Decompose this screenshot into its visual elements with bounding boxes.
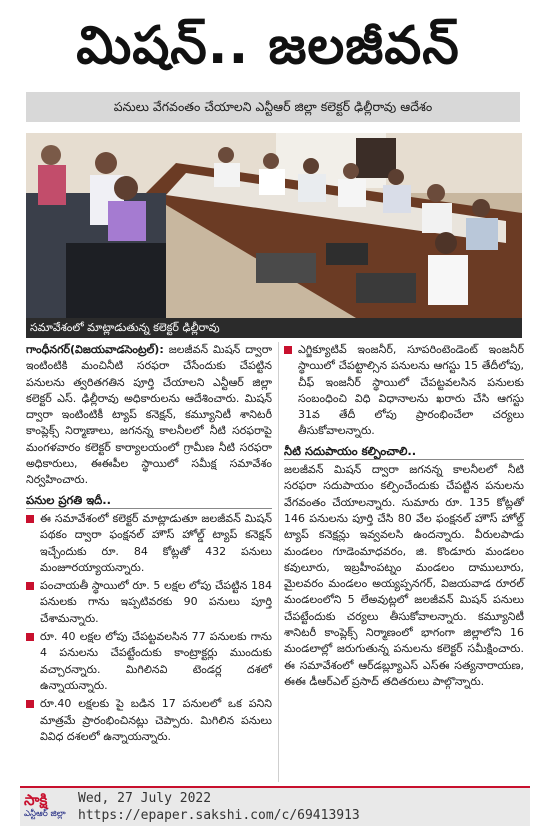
photo-caption: సమావేశంలో మాట్లాడుతున్న కలెక్టర్ ఢిల్లీరావు	[26, 318, 522, 338]
publication-date: Wed, 27 July 2022	[78, 791, 212, 806]
subheadline: పనులు వేగవంతం చేయాలని ఎన్టీఆర్ జిల్లా కలెక్టర్ ఢిల్లీరావు ఆదేశం	[26, 92, 520, 122]
epaper-link[interactable]: https://epaper.sakshi.com/c/69413913	[78, 808, 360, 823]
footer	[20, 786, 530, 826]
logo-edition: ఎన్టీఆర్ జిల్లా	[24, 809, 66, 819]
section-heading-water-supply: నీటి సదుపాయం కల్పించాలి..	[284, 443, 524, 460]
bullet-list-continued	[284, 342, 524, 440]
list-item: రూ. 40 లక్షల లోపు చేపట్టవలసిన 77 పనులకు గాను 4 పనులను చేపట్టేందుకు కాంట్రాక్టర్లు ముందుకు వచ్చారన్నారు. మిగిలినవి టెండర్ల దశలో ఉన్నాయన్నారు.	[26, 629, 272, 694]
closing-paragraph: జలజీవన్ మిషన్ ద్వారా జగనన్న కాలనీలలో నీటి సరఫరా సదుపాయం కల్పించేందుకు చేపట్టిన పనులను వేగవంతం చేయాలన్నారు. సుమారు రూ. 135 కోట్లతో 146 పనులను పూర్తి చేసి 80 వేల ఫంక్షనల్ హౌస్ హోల్డ్ ట్యాప్ కనెక్షన్లు ఇవ్వవలసి ఉందన్నారు. వీరులపాడు మండలం గూడెంమాధవరం, జి. కొండూరు మండలం కవులూరు, ఇబ్రహీంపట్నం మండలం దాములూరు, మైలవరం మండలం అయ్యప్పనగర్, విజయవాడ రూరల్ మండలంలోని 5 లేఅవుట్లలో జలజీవన్ మిషన్ పనులు చేపట్టేందుకు చర్యలు తీసుకోవాలన్నారు. కమ్యూనిటీ శానిటరీ కాంప్లెక్స్ నిర్మాణంలో భాగంగా జిల్లాలోని 16 మండలాల్లో జరుగుతున్న పనులను కలెక్టర్ సమీక్షించారు. ఈ సమావేశంలో ఆర్‌డబ్ల్యూఎస్ ఎస్ఈ సత్యనారాయణ, ఈఈ డీఆర్ఎల్ ప్రసాద్ తదితరులు పాల్గొన్నారు.	[284, 463, 524, 688]
headline: మిషన్.. జలజీవన్	[76, 16, 460, 76]
article-column-left	[26, 342, 272, 747]
list-item: ఈ సమావేశంలో కలెక్టర్ మాట్లాడుతూ జలజీవన్ మిషన్ పథకం ద్వారా ఫంక్షనల్ హౌస్ హోల్డ్ ట్యాప్ కనెక్షన్ ఇచ్చేందుకు రూ. 84 కోట్లతో 432 పనులు మంజూరయ్యాయన్నారు.	[26, 511, 272, 576]
column-divider	[278, 342, 279, 782]
dateline: గాంధీనగర్(విజయవాడసెంట్రల్):	[26, 343, 164, 356]
article-column-right	[284, 342, 524, 692]
intro-text: జలజీవన్ మిషన్ ద్వారా ఇంటింటికి మంచినీటి సరఫరా చేసేందుకు చేపట్టిన పనులను త్వరితగతిన పూర్తి చేయాలని ఎన్టీఆర్ జిల్లా కలెక్టర్ ఎస్. ఢిల్లీరావు అధికారులను ఆదేశించారు. మిషన్ ద్వారా ఇంటింటికీ ట్యాప్ కనెక్షన్, కమ్యూనిటీ శానిటరీ కాంప్లెక్స్ నిర్మాణాలు, జగనన్న కాలనీలలో నీటి సరఫరాపై మంగళవారం కలెక్టర్ కార్యాలయంలో గ్రామీణ నీటి సరఫరా అధికారులు, ఈఈపీల స్థాయిలో సమీక్ష సమావేశం నిర్వహించారు.	[26, 343, 272, 487]
square-bullet-icon	[26, 700, 34, 708]
meeting-photo-illustration	[26, 133, 522, 318]
bullet-list	[26, 511, 272, 745]
section-heading-progress: పనుల ప్రగతి ఇదీ..	[26, 492, 272, 509]
square-bullet-icon	[26, 633, 34, 641]
square-bullet-icon	[284, 346, 292, 354]
logo-brand: సాక్షి	[24, 791, 48, 809]
square-bullet-icon	[26, 515, 34, 523]
meeting-photo	[26, 133, 522, 318]
sakshi-logo	[24, 791, 72, 823]
list-item: ఎగ్జిక్యూటివ్ ఇంజనీర్, సూపరింటెండెంట్ ఇంజనీర్ స్థాయిలో చేపట్టాల్సిన పనులను ఆగస్టు 15 తేదీలోపు, చీఫ్ ఇంజనీర్ స్థాయిలో చేపట్టవలసిన పనులకు సంబంధించి విధి విధానాలను ఖరారు చేసి ఆగస్టు 31వ తేదీ లోపు ప్రారంభించేలా చర్యలు తీసుకోవాలన్నారు.	[284, 342, 524, 440]
list-item: పంచాయతీ స్థాయిలో రూ. 5 లక్షల లోపు చేపట్టిన 184 పనులకు గాను ఇప్పటివరకు 90 పనులు పూర్తి చేశామన్నారు.	[26, 578, 272, 627]
list-item: రూ.40 లక్షలకు పై బడిన 17 పనులలో ఒక పనిని మాత్రమే ప్రారంభించినట్లు చెప్పారు. మిగిలిన పనులు వివిధ దశలలో ఉన్నాయన్నారు.	[26, 696, 272, 745]
article-intro	[26, 342, 272, 489]
square-bullet-icon	[26, 582, 34, 590]
